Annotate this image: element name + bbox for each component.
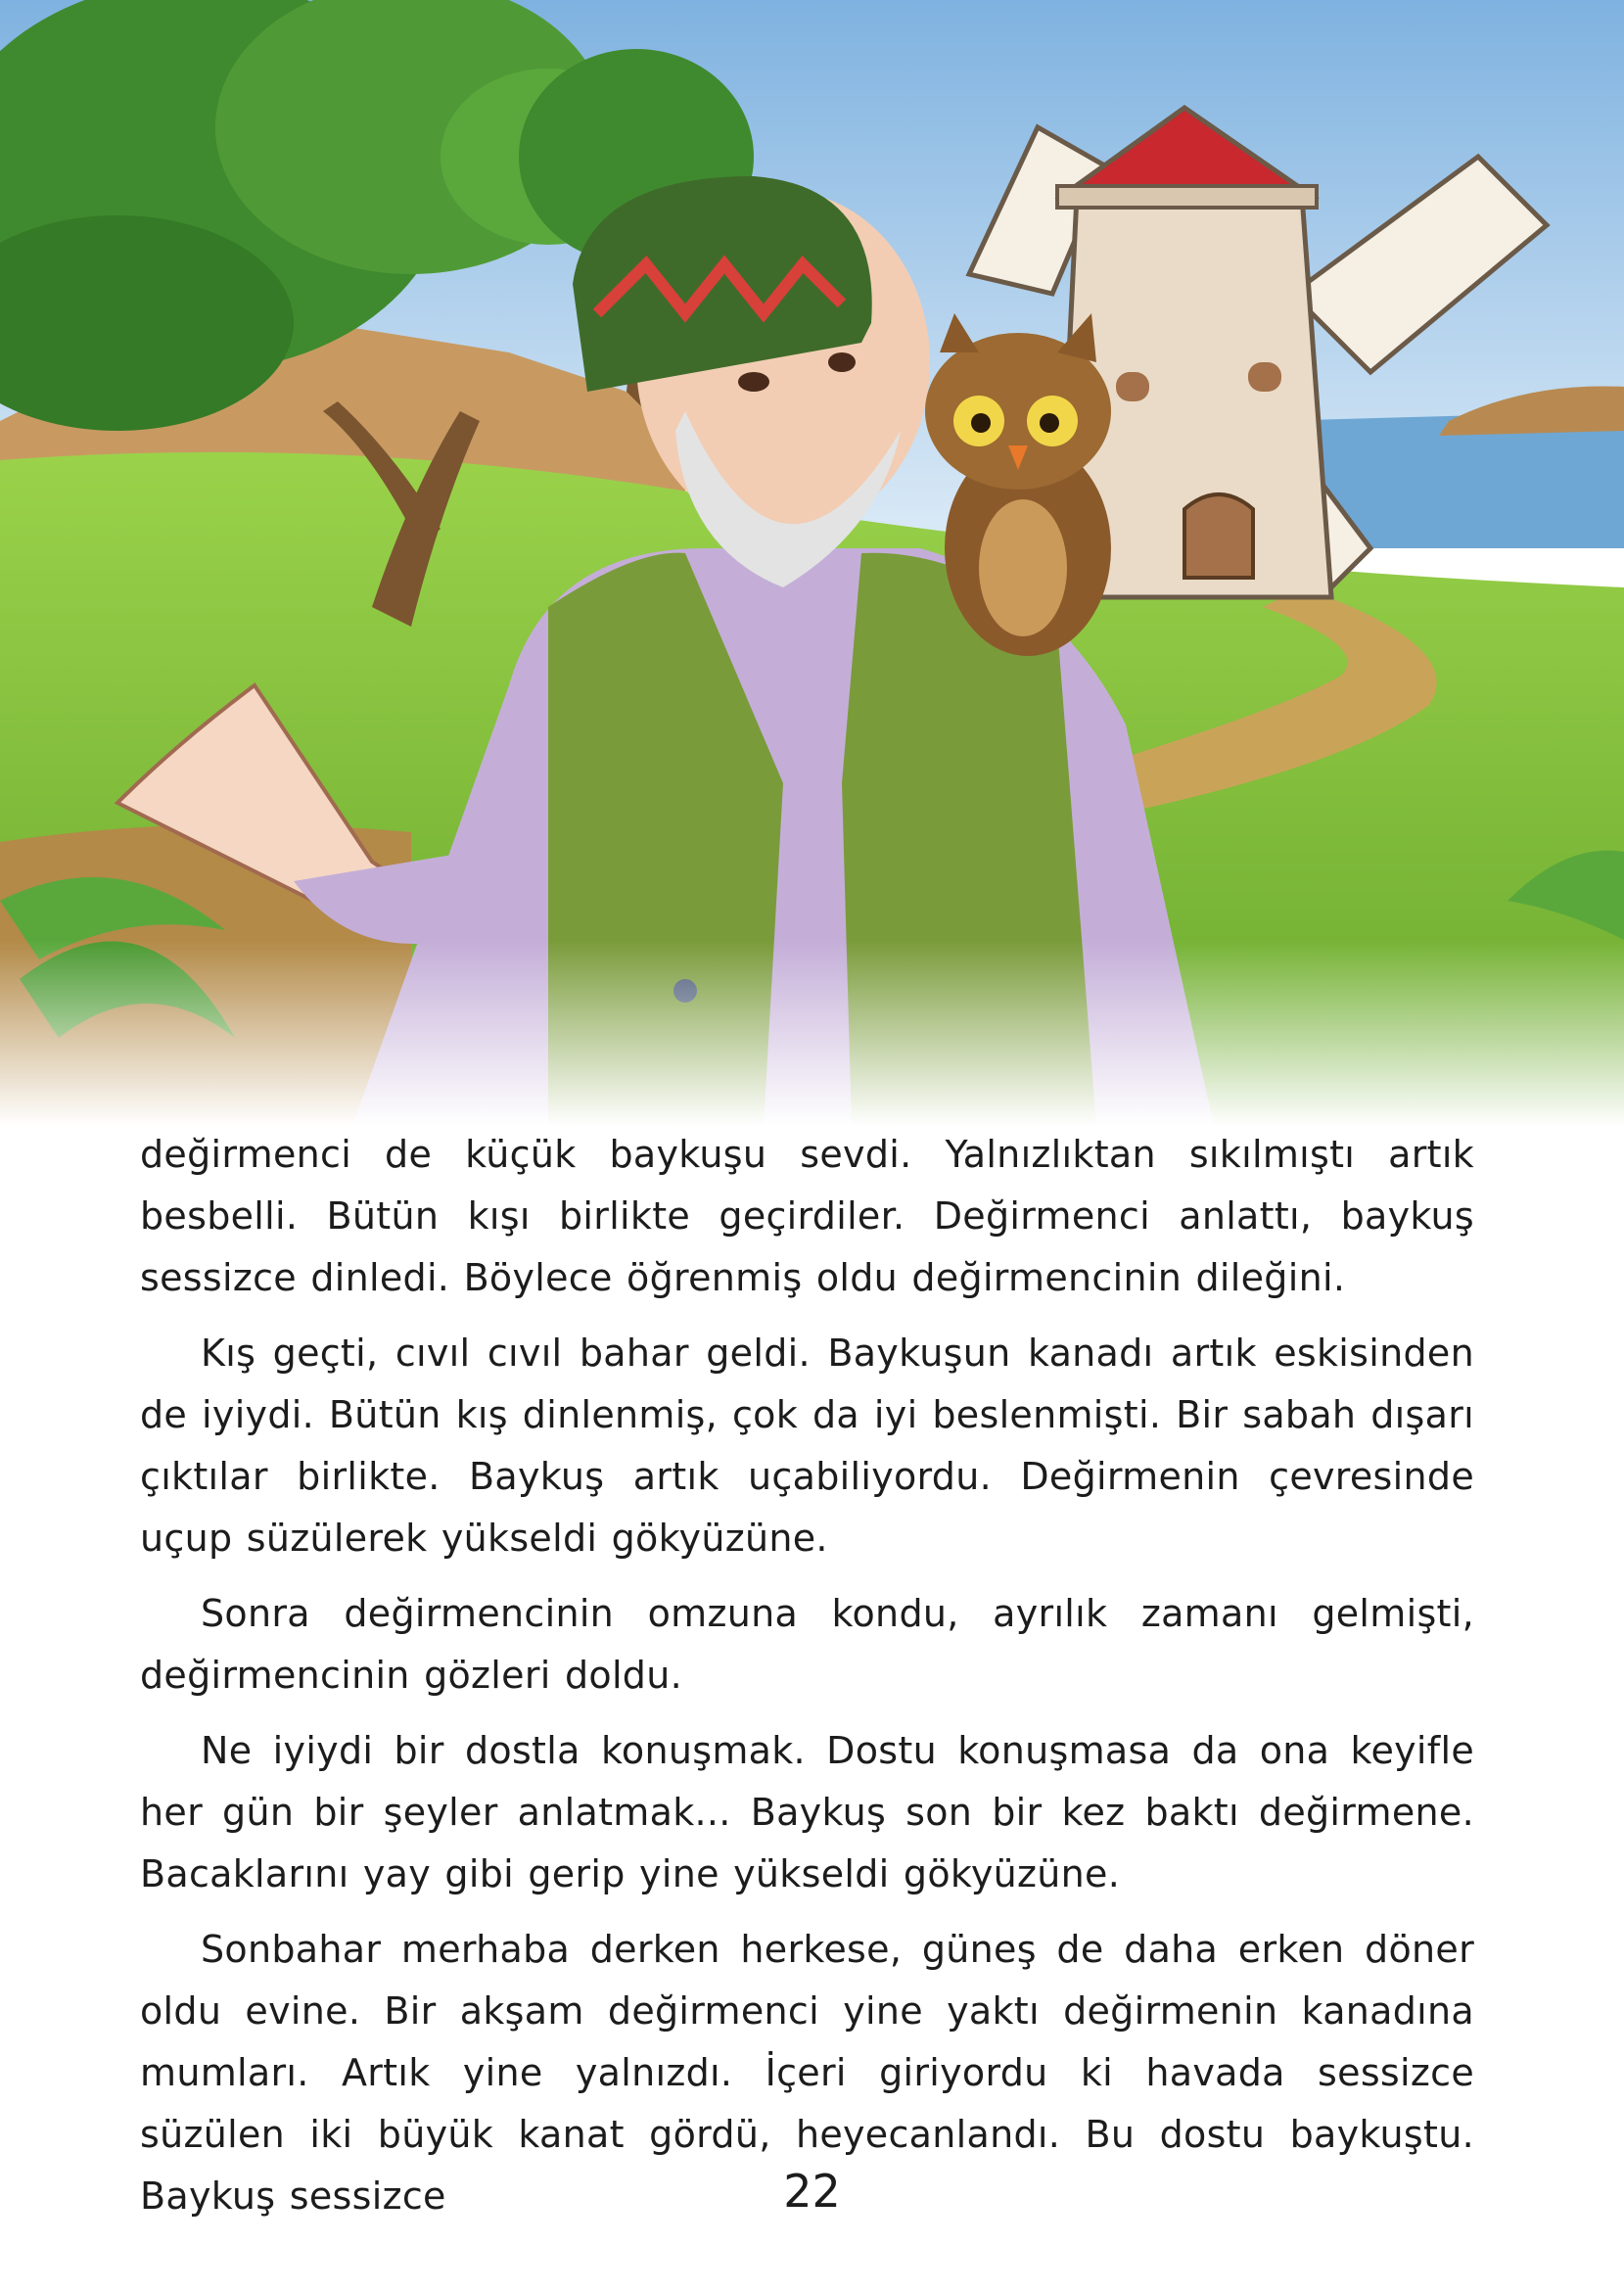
story-paragraph-4: Ne iyiydi bir dostla konuşmak. Dostu konuşmasa da ona keyifle her gün bir şeyler anlatmak... Baykuş son bir kez baktı değirmene. Bacaklarını yay gibi gerip yine yükseldi gökyüzüne.: [140, 1729, 1474, 1895]
page-number: 22: [783, 2165, 841, 2218]
story-text: [140, 1124, 1474, 2241]
story-paragraph-5: Sonbahar merhaba derken herkese, güneş de daha erken döner oldu evine. Bir akşam değirmenci yine yaktı değirmenin kanadına mumları. Artık yine yalnızdı. İçeri giriyordu ki havada sessizce süzülen iki büyük kanat gördü, heyecanlandı. Bu dostu baykuştu. Baykuş sessizce: [140, 1928, 1474, 2218]
story-paragraph-3: Sonra değirmencinin omzuna kondu, ayrılık zamanı gelmişti, değirmencinin gözleri doldu.: [140, 1592, 1474, 1697]
story-paragraph-2: Kış geçti, cıvıl cıvıl bahar geldi. Baykuşun kanadı artık eskisinden de iyiydi. Bütün kış dinlenmiş, çok da iyi beslenmişti. Bir sabah dışarı çıktılar birlikte. Baykuş artık uçabiliyordu. Değirmenin çevresinde uçup süzülerek yükseldi gökyüzüne.: [140, 1332, 1474, 1560]
story-paragraph-1: değirmenci de küçük baykuşu sevdi. Yalnızlıktan sıkılmıştı artık besbelli. Bütün kışı birlikte geçirdiler. Değirmenci anlattı, baykuş sessizce dinledi. Böylece öğrenmiş oldu değirmencinin dileğini.: [140, 1133, 1474, 1299]
illustration-fade: [0, 940, 1624, 1126]
story-illustration: [0, 0, 1624, 1126]
